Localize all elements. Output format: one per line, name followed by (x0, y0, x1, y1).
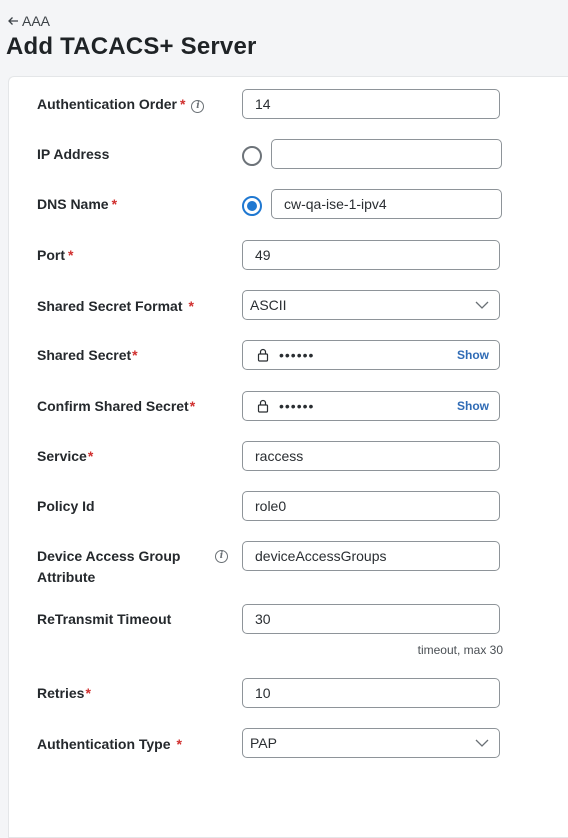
required-marker: * (176, 736, 182, 752)
required-marker: * (68, 247, 74, 263)
dns-name-radio[interactable] (242, 196, 262, 216)
device-access-label-line2: Attribute (37, 569, 96, 585)
back-link-label: AAA (22, 13, 51, 29)
dns-name-label: DNS Name * (37, 196, 118, 212)
auth-type-label: Authentication Type * (37, 736, 182, 752)
device-access-label-line1: Device Access Group (37, 548, 181, 564)
info-icon[interactable]: i (215, 550, 228, 563)
policy-id-label: Policy Id (37, 498, 95, 514)
policy-id-input[interactable]: role0 (242, 491, 500, 521)
required-marker: * (111, 196, 118, 212)
info-icon[interactable]: i (191, 100, 204, 113)
shared-secret-label: Shared Secret* (37, 347, 138, 363)
show-confirm-secret-button[interactable]: Show (457, 399, 489, 413)
secret-value: •••••• (279, 347, 315, 363)
lock-icon (257, 348, 269, 362)
chevron-down-icon (475, 299, 489, 311)
page-title: Add TACACS+ Server (6, 33, 257, 60)
required-marker: * (132, 347, 138, 363)
device-access-input[interactable]: deviceAccessGroups (242, 541, 500, 571)
required-marker: * (188, 298, 194, 314)
retries-label: Retries* (37, 685, 91, 701)
secret-format-label: Shared Secret Format * (37, 298, 194, 314)
port-input[interactable]: 49 (242, 240, 500, 270)
confirm-secret-input[interactable] (242, 391, 500, 421)
back-link[interactable] (7, 13, 50, 29)
retransmit-hint: timeout, max 30 (417, 643, 503, 657)
ip-address-label: IP Address (37, 146, 110, 162)
arrow-left-icon (7, 15, 19, 27)
auth-order-input[interactable]: 14 (242, 89, 500, 119)
required-marker: * (180, 96, 186, 112)
confirm-secret-label: Confirm Shared Secret* (37, 398, 196, 414)
required-marker: * (87, 448, 94, 464)
ip-address-radio[interactable] (242, 146, 262, 166)
service-input[interactable]: raccess (242, 441, 500, 471)
shared-secret-input[interactable] (242, 340, 500, 370)
retries-input[interactable]: 10 (242, 678, 500, 708)
chevron-down-icon (475, 737, 489, 749)
required-marker: * (189, 398, 196, 414)
retransmit-input[interactable]: 30 (242, 604, 500, 634)
dns-name-input[interactable]: cw-qa-ise-1-ipv4 (271, 189, 502, 219)
lock-icon (257, 399, 269, 413)
confirm-secret-value: •••••• (279, 398, 315, 414)
port-label: Port * (37, 247, 74, 263)
ip-address-input[interactable] (271, 139, 502, 169)
retransmit-label: ReTransmit Timeout (37, 611, 172, 627)
secret-format-select[interactable]: ASCII (242, 290, 500, 320)
auth-type-select[interactable]: PAP (242, 728, 500, 758)
service-label: Service* (37, 448, 94, 464)
show-secret-button[interactable]: Show (457, 348, 489, 362)
required-marker: * (85, 685, 91, 701)
auth-order-label: Authentication Order * i (37, 94, 204, 114)
